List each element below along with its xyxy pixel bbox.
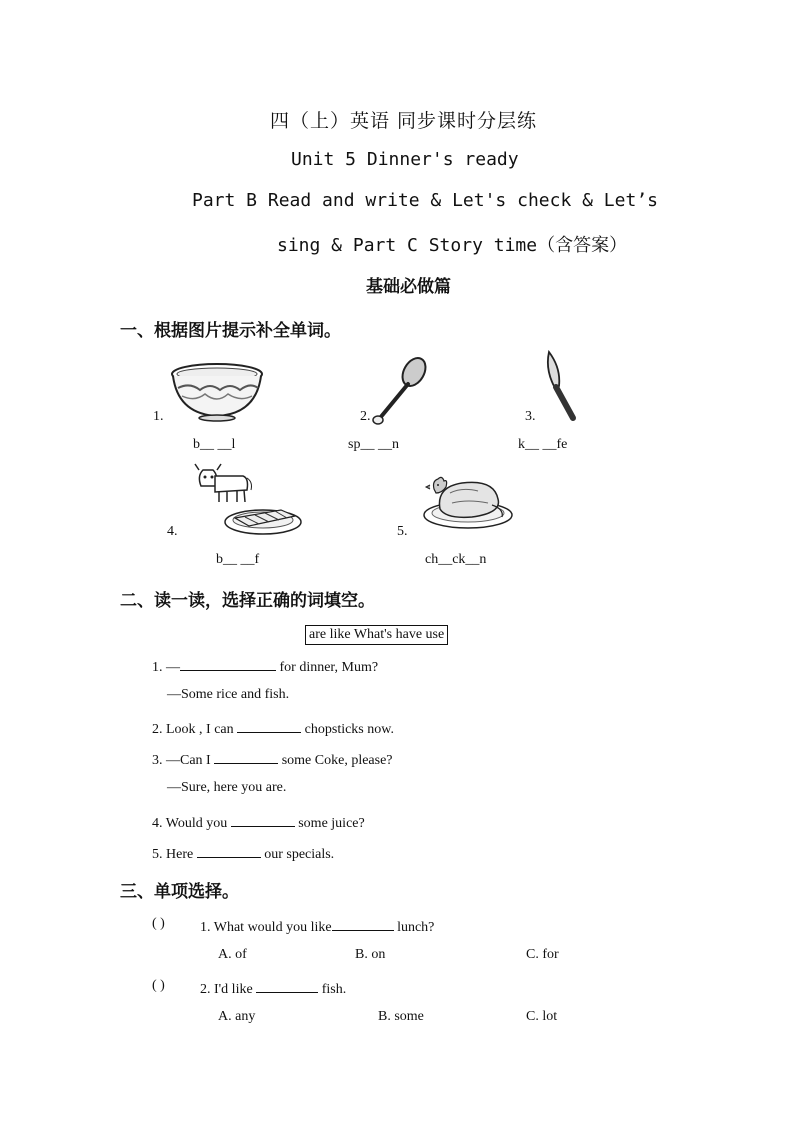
- q3-1-option-c[interactable]: C. for: [526, 947, 559, 962]
- q3-1-option-a[interactable]: A. of: [218, 947, 247, 962]
- q2-2-suffix: chopsticks now.: [301, 722, 394, 737]
- section1-heading: 一、根据图片提示补全单词。: [120, 321, 341, 341]
- q2-4-prefix: 4. Would you: [152, 816, 231, 831]
- level-title: 基础必做篇: [366, 277, 451, 297]
- answer-blank[interactable]: [180, 656, 276, 671]
- word-bank: are like What's have use: [305, 625, 448, 645]
- part-title-line2: sing & Part C Story time（含答案）: [277, 235, 628, 256]
- q3-2-prefix: 2. I'd like: [200, 982, 257, 997]
- q2-2-prefix: 2. Look , I can: [152, 722, 238, 737]
- q2-5-line: [152, 843, 334, 863]
- item3-number: 3.: [525, 409, 536, 424]
- q2-4-line: [152, 812, 365, 832]
- chicken-icon: [422, 475, 514, 530]
- q3-1-prefix: 1. What would you like: [200, 920, 332, 935]
- q3-2-option-a[interactable]: A. any: [218, 1009, 256, 1024]
- beef-icon: [187, 462, 302, 537]
- spoon-icon: [370, 356, 430, 426]
- worksheet-title: 四（上）英语 同步课时分层练: [270, 110, 538, 132]
- item1-number: 1.: [153, 409, 164, 424]
- answer-blank[interactable]: [214, 749, 278, 764]
- q3-1-paren[interactable]: ( ): [152, 916, 165, 931]
- item3-word: k__ __fe: [518, 437, 568, 452]
- q2-1-suffix: for dinner, Mum?: [276, 660, 379, 675]
- q3-1-question: [200, 916, 434, 936]
- answer-blank[interactable]: [332, 916, 394, 931]
- q2-3-prefix: 3. —Can I: [152, 753, 215, 768]
- item1-word: b__ __l: [193, 437, 236, 452]
- q2-3-answer-line: —Sure, here you are.: [167, 780, 287, 795]
- q3-2-question: [200, 978, 346, 998]
- item2-word: sp__ __n: [348, 437, 399, 452]
- section3-heading: 三、单项选择。: [120, 882, 239, 902]
- q2-1-prefix: 1. —: [152, 660, 180, 675]
- item5-word: ch__ck__n: [425, 552, 487, 567]
- item4-number: 4.: [167, 524, 178, 539]
- unit-title: Unit 5 Dinner's ready: [291, 149, 519, 170]
- q3-2-option-c[interactable]: C. lot: [526, 1009, 558, 1024]
- answer-blank[interactable]: [237, 718, 301, 733]
- item2-number: 2.: [360, 409, 371, 424]
- q3-2-option-b[interactable]: B. some: [378, 1009, 424, 1024]
- part-title-line1: Part B Read and write & Let's check & Let’s: [192, 190, 658, 211]
- q3-1-suffix: lunch?: [393, 920, 435, 935]
- q2-1-answer-line: —Some rice and fish.: [167, 687, 290, 702]
- q2-5-prefix: 5. Here: [152, 847, 197, 862]
- item5-number: 5.: [397, 524, 408, 539]
- answer-blank[interactable]: [231, 812, 295, 827]
- q2-3-suffix: some Coke, please?: [278, 753, 393, 768]
- bowl-icon: [170, 362, 265, 422]
- q2-4-suffix: some juice?: [294, 816, 365, 831]
- q2-3-line: [152, 749, 393, 769]
- q2-5-suffix: our specials.: [260, 847, 335, 862]
- q2-1-line: [152, 656, 378, 676]
- q3-2-paren[interactable]: ( ): [152, 978, 165, 993]
- q3-1-option-b[interactable]: B. on: [355, 947, 386, 962]
- q3-2-suffix: fish.: [318, 982, 347, 997]
- item4-word: b__ __f: [216, 552, 260, 567]
- q2-2-line: [152, 718, 394, 738]
- answer-blank[interactable]: [197, 843, 261, 858]
- section2-heading: 二、读一读，选择正确的词填空。: [120, 591, 375, 611]
- knife-icon: [543, 350, 583, 422]
- answer-blank[interactable]: [256, 978, 318, 993]
